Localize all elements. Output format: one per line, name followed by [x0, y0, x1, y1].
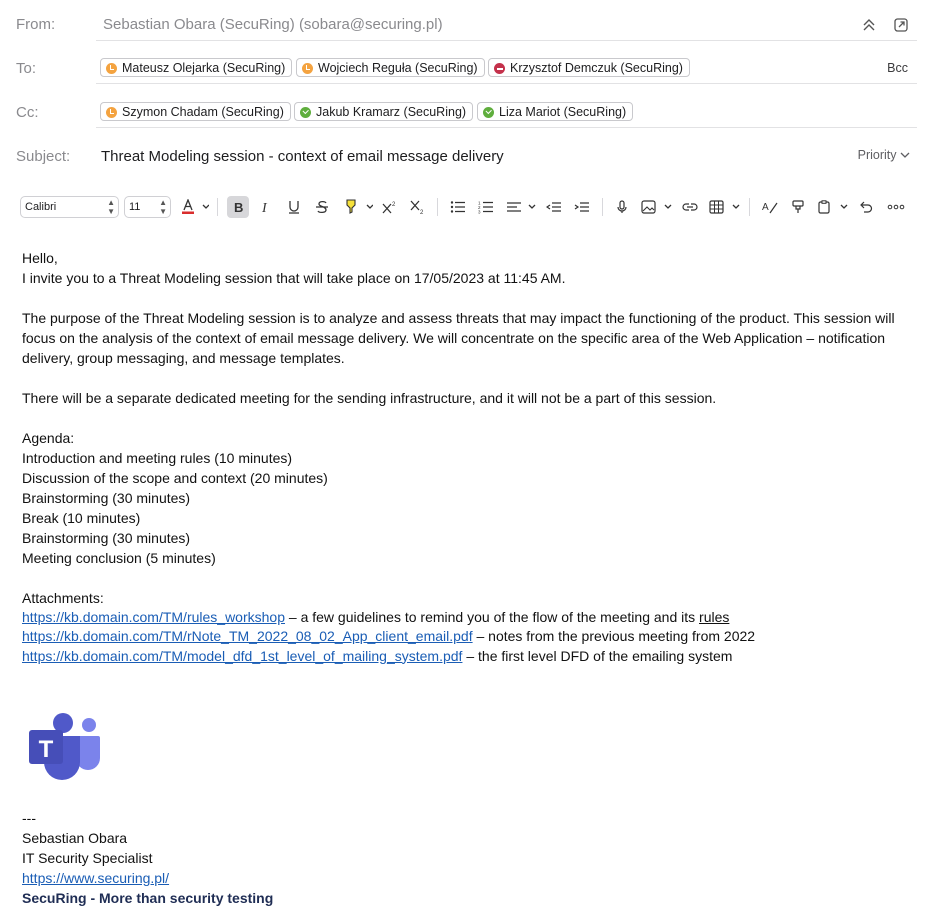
cc-label: Cc:: [16, 104, 39, 121]
attachment-row: [22, 627, 912, 646]
italic-icon[interactable]: [255, 196, 277, 218]
svg-text:A: A: [762, 202, 769, 213]
subscript-icon[interactable]: [407, 196, 429, 218]
signature: [22, 808, 273, 908]
divider: [96, 40, 917, 41]
purpose-paragraph: The purpose of the Threat Modeling session is to analyze and assess threats that may impact the functioning of the product. This session will focus on the analysis of the context of email message delivery. We will concentrate on the specific area of the Web Application – notification delivery, group messaging, and message templates.: [22, 310, 895, 366]
align-icon[interactable]: [503, 196, 539, 218]
recipient-name: Krzysztof Demczuk (SecuRing): [510, 61, 683, 75]
styles-icon[interactable]: [759, 196, 781, 218]
divider: [96, 127, 917, 128]
pop-out-icon[interactable]: [890, 14, 912, 36]
teams-logo: [28, 712, 102, 782]
recipient-name: Szymon Chadam (SecuRing): [122, 105, 284, 119]
recipient-name: Jakub Kramarz (SecuRing): [316, 105, 467, 119]
underline-icon[interactable]: [283, 196, 305, 218]
svg-text:2: 2: [392, 202, 396, 208]
recipient-chip[interactable]: [477, 102, 633, 121]
signature-dashes: ---: [22, 810, 36, 826]
formatting-toolbar: [0, 193, 929, 221]
subject-input[interactable]: Threat Modeling session - context of email message delivery: [101, 148, 504, 165]
strikethrough-icon[interactable]: [311, 196, 333, 218]
message-body[interactable]: [22, 248, 912, 666]
format-painter-icon[interactable]: [787, 196, 809, 218]
priority-label: Priority: [857, 148, 897, 162]
agenda-item: Brainstorming (30 minutes): [22, 490, 191, 506]
agenda-item: Break (10 minutes): [22, 510, 141, 526]
divider: [96, 83, 917, 84]
attachment-desc: – the first level DFD of the emailing system: [462, 647, 733, 664]
recipient-name: Liza Mariot (SecuRing): [499, 105, 627, 119]
outdent-icon[interactable]: [543, 196, 565, 218]
font-size-select[interactable]: [124, 196, 171, 218]
signature-title: IT Security Specialist: [22, 850, 153, 866]
bcc-button[interactable]: Bcc: [887, 61, 908, 75]
table-icon[interactable]: [707, 196, 743, 218]
separator: [217, 198, 218, 216]
link-icon[interactable]: [679, 196, 701, 218]
from-value[interactable]: Sebastian Obara (SecuRing) (sobara@securing.pl): [103, 16, 443, 33]
attachment-link[interactable]: https://kb.domain.com/TM/rNote_TM_2022_08_02_App_client_email.pdf: [22, 628, 473, 645]
attachment-row: [22, 647, 912, 666]
status-away-icon: [106, 107, 117, 118]
recipient-name: Mateusz Olejarka (SecuRing): [122, 61, 286, 75]
svg-text:2: 2: [420, 210, 424, 214]
dictate-icon[interactable]: [611, 196, 633, 218]
undo-icon[interactable]: [855, 196, 877, 218]
agenda-item: Meeting conclusion (5 minutes): [22, 550, 216, 566]
recipient-chip[interactable]: [294, 102, 473, 121]
website-link[interactable]: https://www.securing.pl/: [22, 870, 170, 886]
status-available-icon: [483, 107, 494, 118]
recipient-name: Wojciech Reguła (SecuRing): [318, 61, 478, 75]
to-label: To:: [16, 60, 37, 77]
superscript-icon[interactable]: [379, 196, 401, 218]
rules-link[interactable]: rules: [699, 609, 730, 625]
greeting: Hello,: [22, 250, 58, 266]
attachment-desc: – a few guidelines to remind you of the flow of the meeting and its: [285, 609, 700, 625]
font-family-select[interactable]: [20, 196, 119, 218]
svg-text:3: 3: [478, 209, 481, 214]
bullet-list-icon[interactable]: [447, 196, 469, 218]
logo-letter: T: [38, 736, 54, 763]
paste-icon[interactable]: [815, 196, 851, 218]
agenda-item: Brainstorming (30 minutes): [22, 530, 191, 546]
invite-paragraph: I invite you to a Threat Modeling session that will take place on 17/05/2023 at 11:45 AM.: [22, 270, 566, 286]
font-family-value: Calibri: [25, 201, 57, 213]
attachment-row: [22, 608, 912, 627]
numbered-list-icon[interactable]: [475, 196, 497, 218]
attachment-link[interactable]: https://kb.domain.com/TM/model_dfd_1st_level_of_mailing_system.pdf: [22, 647, 463, 664]
signature-tagline: SecuRing - More than security testing: [22, 890, 274, 906]
attachment-link[interactable]: https://kb.domain.com/TM/rules_workshop: [22, 609, 285, 625]
more-icon[interactable]: [883, 196, 909, 218]
bold-icon[interactable]: [227, 196, 249, 218]
status-away-icon: [302, 63, 313, 74]
stepper-icon: ▲ ▼: [107, 198, 115, 216]
stepper-icon: ▲ ▼: [159, 198, 167, 216]
from-label: From:: [16, 16, 56, 33]
agenda-item: Discussion of the scope and context (20 minutes): [22, 470, 328, 486]
recipient-chip[interactable]: [488, 58, 690, 77]
separator: [602, 198, 603, 216]
chevron-down-icon: [900, 148, 910, 162]
indent-icon[interactable]: [571, 196, 593, 218]
separator: [749, 198, 750, 216]
svg-text:1: 1: [478, 200, 481, 206]
svg-text:B: B: [234, 200, 244, 214]
separate-meeting-paragraph: There will be a separate dedicated meeting for the sending infrastructure, and it will not be a part of this session.: [22, 390, 717, 406]
highlight-icon[interactable]: [339, 196, 375, 218]
subject-label: Subject:: [16, 148, 71, 165]
attachment-desc: – notes from the previous meeting from 2022: [472, 628, 756, 645]
agenda-item: Introduction and meeting rules (10 minutes): [22, 450, 293, 466]
separator: [437, 198, 438, 216]
status-available-icon: [300, 107, 311, 118]
signature-name: Sebastian Obara: [22, 830, 128, 846]
recipient-chip[interactable]: [100, 58, 292, 77]
font-color-icon[interactable]: [177, 196, 211, 218]
collapse-header-icon[interactable]: [858, 14, 880, 36]
svg-text:2: 2: [478, 205, 481, 210]
svg-text:I: I: [262, 201, 267, 214]
status-away-icon: [106, 63, 117, 74]
picture-icon[interactable]: [639, 196, 675, 218]
priority-dropdown[interactable]: [858, 148, 910, 162]
status-busy-icon: [494, 63, 505, 74]
attachments-title: Attachments:: [22, 590, 104, 606]
font-size-value: 11: [129, 201, 141, 213]
recipient-chip[interactable]: [100, 102, 291, 121]
agenda-title: Agenda:: [22, 430, 75, 446]
recipient-chip[interactable]: [296, 58, 485, 77]
